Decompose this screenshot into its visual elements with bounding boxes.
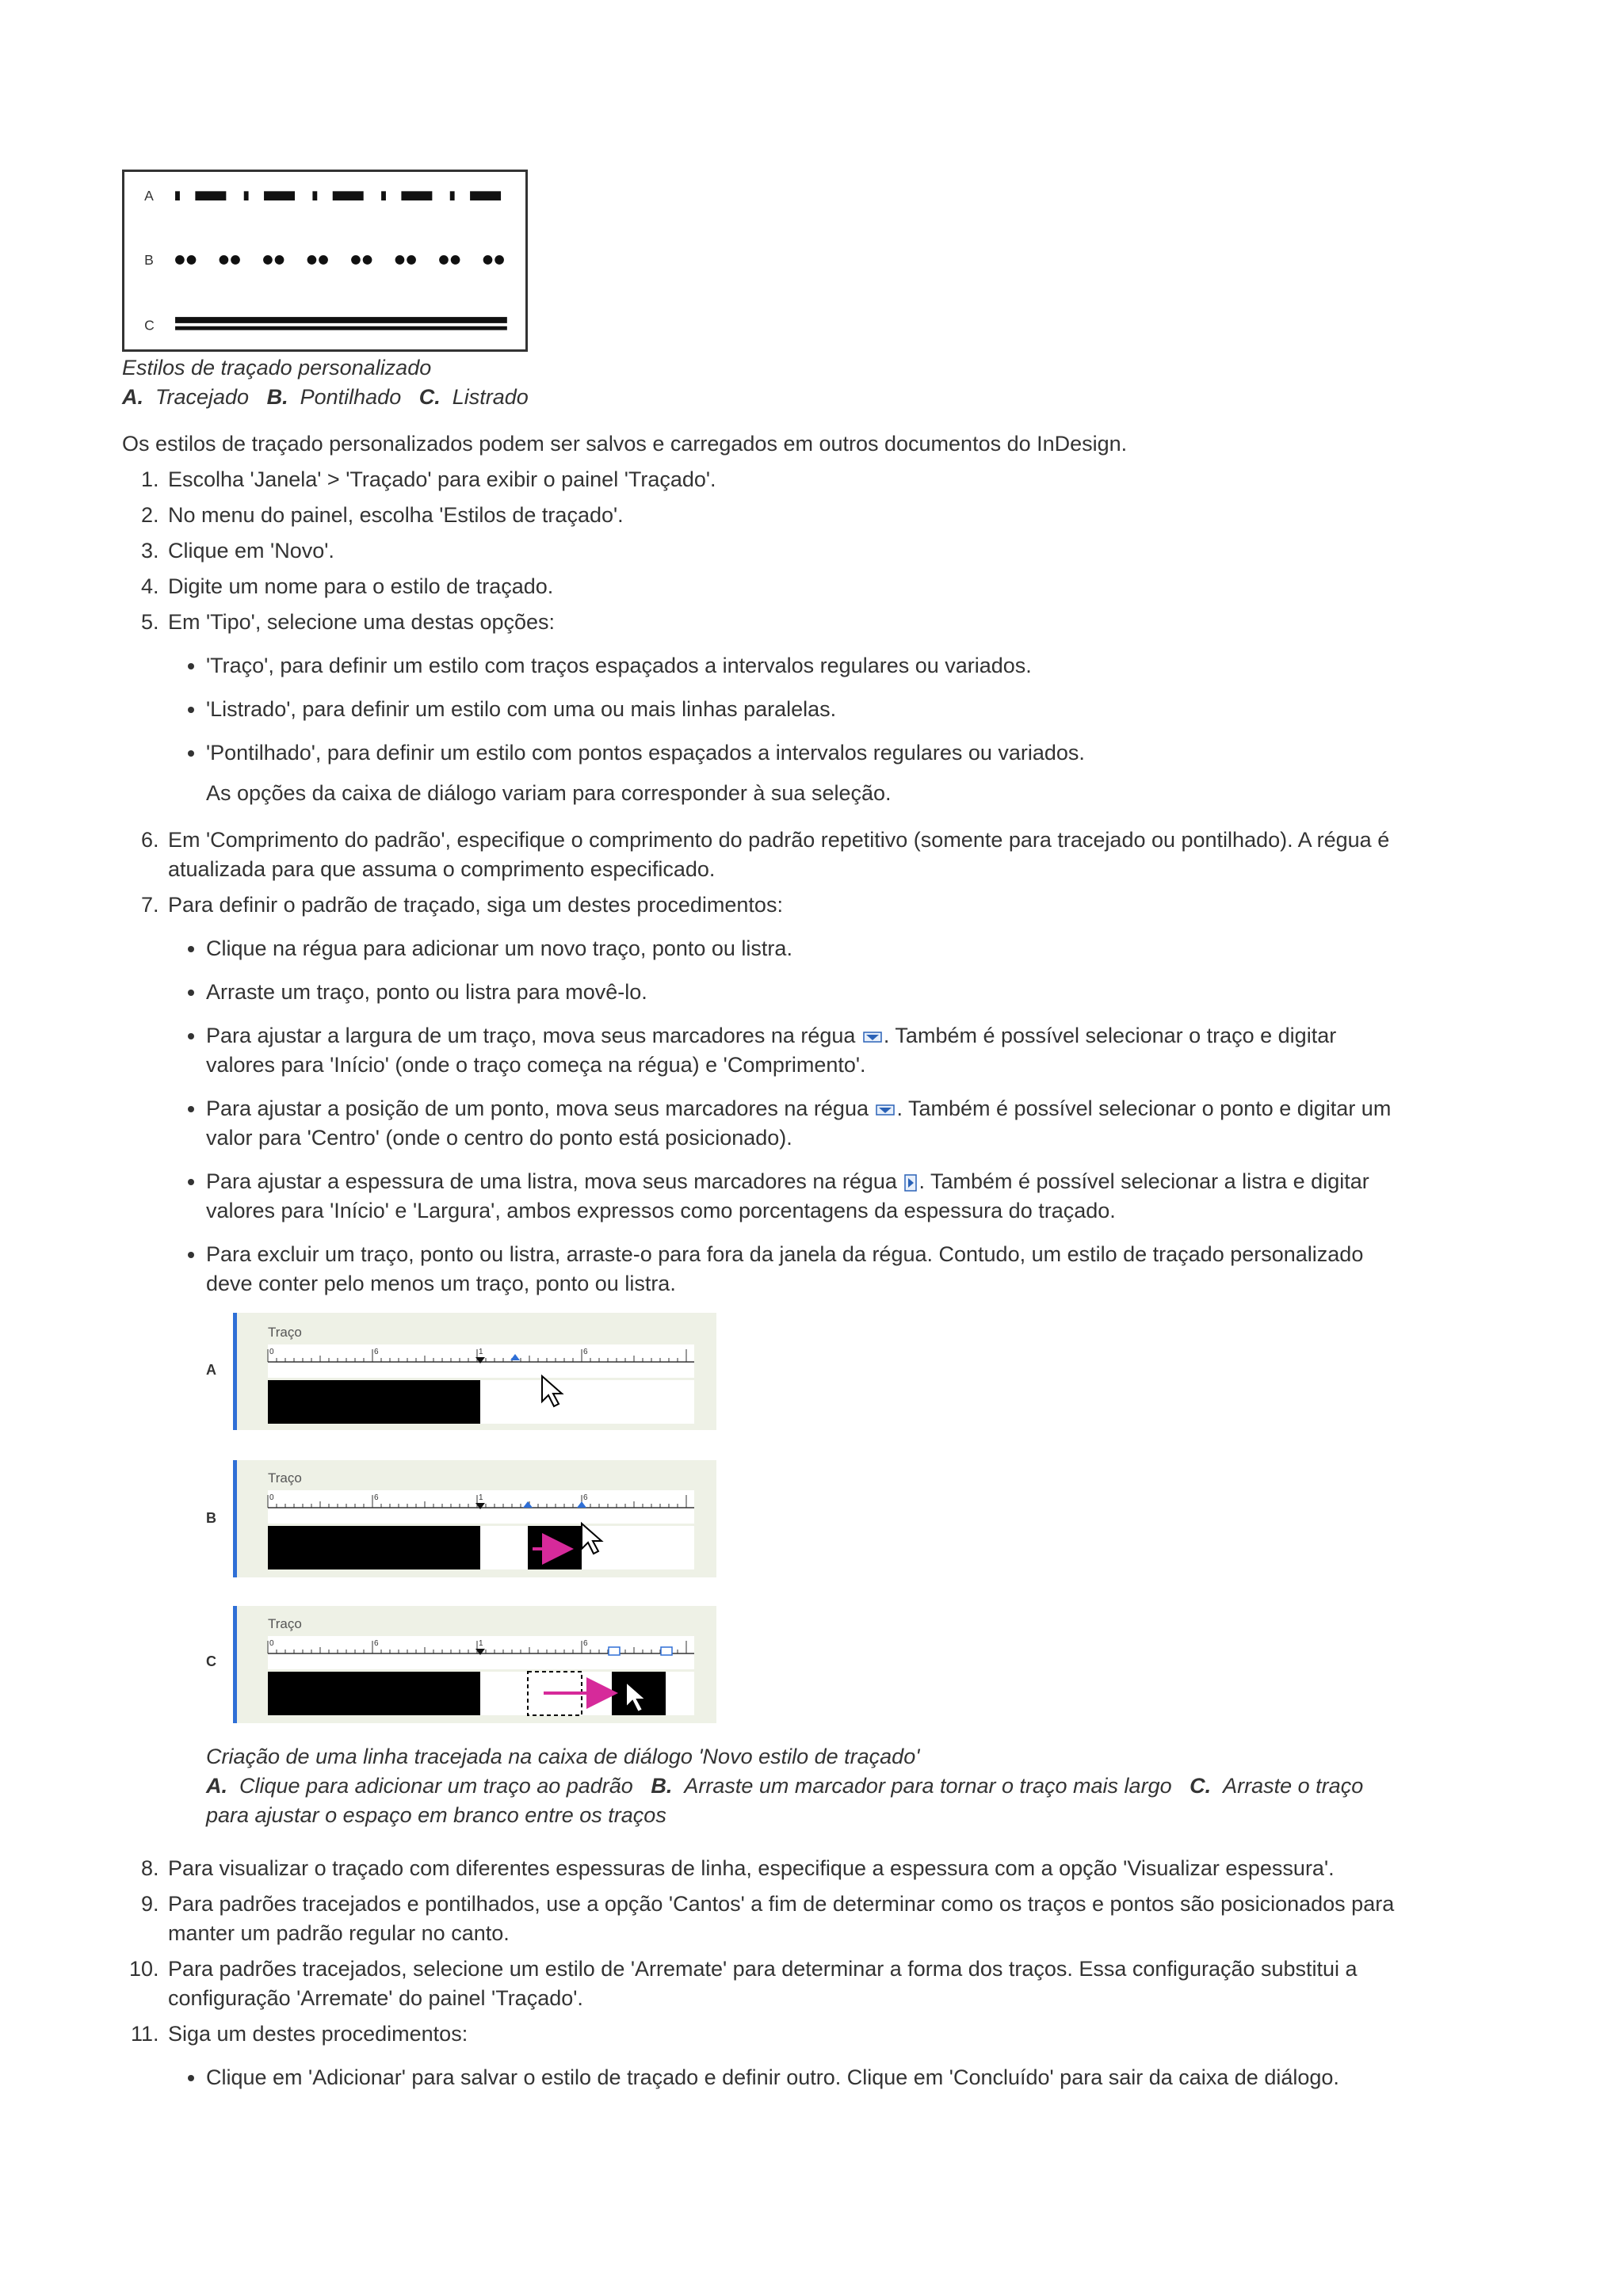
step-item	[165, 1854, 1406, 1883]
ruler-number: 0	[269, 1348, 274, 1356]
list-item	[206, 934, 1406, 963]
list-item	[206, 978, 1406, 1007]
figure2-caption-title: Criação de uma linha tracejada na caixa de diálogo 'Novo estilo de traçado'	[206, 1745, 920, 1768]
figure2-caption	[206, 1742, 1406, 1830]
list-item: • Clique em 'Adicionar' para salvar o estilo de traçado e definir outro. Clique em 'Concluído' para sair da caixa de diálogo.	[206, 2063, 1406, 2092]
row-label-b: B	[144, 251, 154, 268]
type-options-list	[168, 651, 1406, 768]
ruler-marker-icon	[876, 1104, 895, 1116]
panel-c	[233, 1606, 716, 1723]
figure1-caption-title: Estilos de traçado personalizado	[122, 356, 432, 379]
step-item	[165, 572, 1406, 601]
legend-text: Arraste o traço para ajustar o espaço em branco entre os traços	[206, 1774, 1364, 1827]
step-text: Em 'Tipo', selecione uma destas opções:	[168, 610, 556, 634]
dash-creation-figure	[206, 1313, 729, 1733]
legend-key: C.	[1190, 1774, 1212, 1798]
stroke-styles-figure	[122, 170, 528, 352]
final-options-list	[168, 2063, 1406, 2092]
pattern-options-list	[168, 934, 1406, 1299]
legend-text: Pontilhado	[300, 385, 402, 409]
list-item	[206, 1094, 1406, 1153]
panel-title: Traço	[268, 1470, 302, 1486]
list-item: • 'Pontilhado', para definir um estilo com pontos espaçados a intervalos regulares ou variados.	[206, 738, 1406, 768]
ruler-number: 6	[583, 1639, 588, 1648]
panel-title: Traço	[268, 1325, 302, 1340]
ruler-number: 6	[374, 1348, 379, 1356]
ruler-number: 0	[269, 1493, 274, 1502]
option-text: . Também é possível selecionar a listra e digitar valores para 'Início' e 'Largura', ambos expressos como porcentagens da espessura do traçado.	[206, 1169, 1369, 1222]
ruler-number: 6	[583, 1348, 588, 1356]
ruler	[268, 1344, 694, 1378]
option-text: Arraste um traço, ponto ou listra para movê-lo.	[206, 980, 647, 1004]
step-text: Para definir o padrão de traçado, siga um destes procedimentos:	[168, 893, 783, 917]
ruler-number: 1	[479, 1348, 483, 1356]
document-page	[122, 170, 1406, 2107]
legend-key: A.	[206, 1774, 227, 1798]
option-text: Para ajustar a largura de um traço, mova seus marcadores na régua	[206, 1024, 861, 1047]
legend-key: A.	[122, 385, 143, 409]
step-item	[165, 501, 1406, 530]
option-text: Para ajustar a posição de um ponto, mova seus marcadores na régua	[206, 1097, 875, 1120]
step-text: Para padrões tracejados, selecione um estilo de 'Arremate' para determinar a forma dos traços. Essa configuração substitui a configuração 'Arremate' do painel 'Traçado'.	[168, 1957, 1358, 2010]
type-note: As opções da caixa de diálogo variam para corresponder à sua seleção.	[206, 781, 892, 805]
ruler-number: 0	[269, 1639, 274, 1648]
list-item	[206, 1167, 1406, 1226]
list-item: • 'Traço', para definir um estilo com traços espaçados a intervalos regulares ou variados.	[206, 651, 1406, 681]
intro-paragraph: Os estilos de traçado personalizados podem ser salvos e carregados em outros documentos do InDesign.	[122, 432, 1128, 456]
panel-label-a: A	[206, 1362, 216, 1378]
ruler-number: 6	[374, 1639, 379, 1648]
ruler-number: 1	[479, 1493, 483, 1502]
figure1-legend	[122, 383, 1406, 412]
step-item	[165, 891, 1406, 1830]
step-item	[165, 2019, 1406, 2092]
option-text: . Também é possível selecionar o traço e digitar valores para 'Início' (onde o traço começa na régua) e 'Comprimento'.	[206, 1024, 1337, 1077]
step-item	[165, 1955, 1406, 2013]
dashed-sample	[175, 191, 501, 200]
step-item	[165, 1890, 1406, 1948]
panel-title: Traço	[268, 1616, 302, 1631]
legend-text: Listrado	[452, 385, 529, 409]
list-item	[206, 1240, 1406, 1299]
legend-text: Tracejado	[155, 385, 250, 409]
panel-label-b: B	[206, 1510, 216, 1526]
option-text: Para excluir um traço, ponto ou listra, arraste-o para fora da janela da régua. Contudo, um estilo de traçado personalizado deve conter pelo menos um traço, ponto ou listra.	[206, 1242, 1364, 1295]
step-item	[165, 826, 1406, 884]
step-text: Em 'Comprimento do padrão', especifique o comprimento do padrão repetitivo (somente para tracejado ou pontilhado). A régua é atualizada para que assuma o comprimento especificado.	[168, 828, 1390, 881]
striped-sample	[175, 317, 507, 330]
ruler	[268, 1490, 694, 1524]
steps-list	[122, 465, 1406, 2092]
step-item	[165, 465, 1406, 494]
step-text: Clique em 'Novo'.	[168, 539, 334, 563]
step-text: No menu do painel, escolha 'Estilos de traçado'.	[168, 503, 624, 527]
step-text: Siga um destes procedimentos:	[168, 2022, 468, 2046]
list-item: • 'Listrado', para definir um estilo com uma ou mais linhas paralelas.	[206, 695, 1406, 724]
panel-label-c: C	[206, 1653, 216, 1669]
ruler-marker-icon	[863, 1031, 882, 1043]
option-text: . Também é possível selecionar o ponto e digitar um valor para 'Centro' (onde o centro do ponto está posicionado).	[206, 1097, 1392, 1150]
ruler	[268, 1636, 694, 1669]
legend-key: C.	[418, 385, 441, 409]
legend-text: Clique para adicionar um traço ao padrão	[239, 1774, 633, 1798]
option-text: Para ajustar a espessura de uma listra, mova seus marcadores na régua	[206, 1169, 903, 1193]
stripe-marker-icon	[904, 1174, 917, 1192]
dotted-sample	[175, 255, 504, 265]
step-text: Escolha 'Janela' > 'Traçado' para exibir o painel 'Traçado'.	[168, 467, 716, 491]
list-item	[206, 1021, 1406, 1080]
step-text: Digite um nome para o estilo de traçado.	[168, 574, 554, 598]
step-item	[165, 608, 1406, 808]
row-label-a: A	[144, 188, 154, 204]
row-label-c: C	[144, 317, 155, 334]
panel-b	[233, 1460, 716, 1577]
ruler-number: 6	[374, 1493, 379, 1502]
panel-a	[233, 1313, 716, 1430]
legend-text: Arraste um marcador para tornar o traço mais largo	[684, 1774, 1172, 1798]
step-text: Para padrões tracejados e pontilhados, use a opção 'Cantos' a fim de determinar como os traços e pontos são posicionados para manter um padrão regular no canto.	[168, 1892, 1395, 1945]
step-item	[165, 536, 1406, 566]
legend-key: B.	[651, 1774, 673, 1798]
figure2-legend	[206, 1772, 1406, 1830]
figure1-caption	[122, 353, 1406, 412]
step-text: Para visualizar o traçado com diferentes espessuras de linha, especifique a espessura com a opção 'Visualizar espessura'.	[168, 1856, 1335, 1880]
option-text: Clique na régua para adicionar um novo traço, ponto ou listra.	[206, 936, 792, 960]
ruler-number: 1	[479, 1639, 483, 1648]
legend-key: B.	[266, 385, 288, 409]
ruler-number: 6	[583, 1493, 588, 1502]
